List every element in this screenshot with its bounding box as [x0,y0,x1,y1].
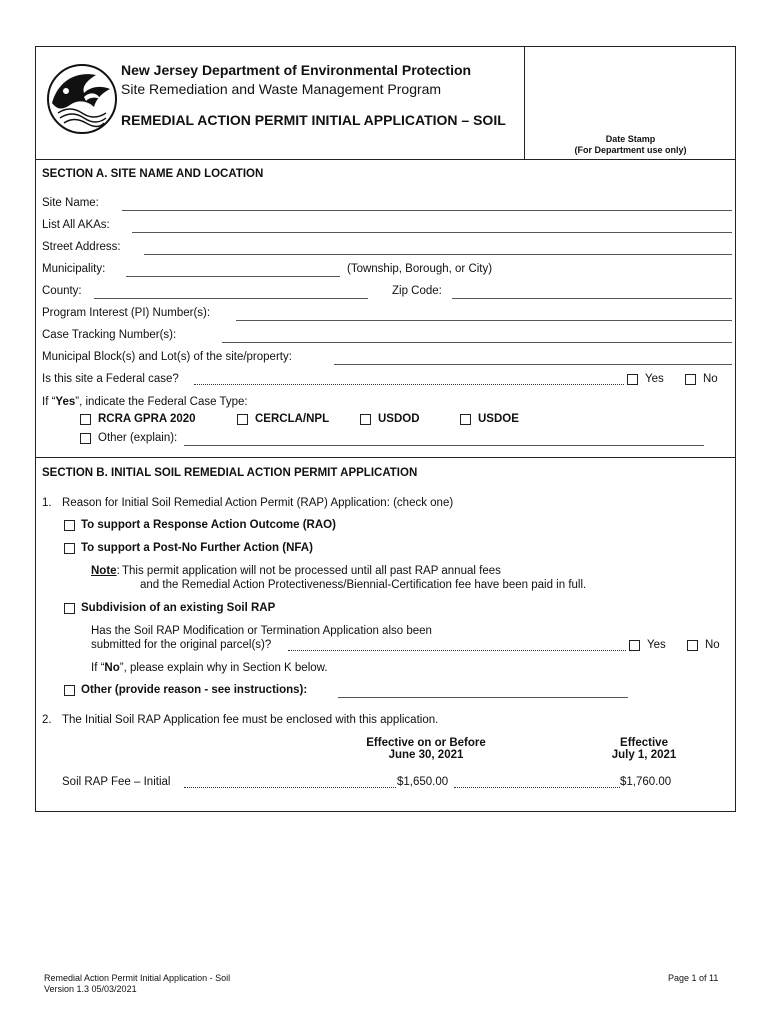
street-address-field[interactable] [144,254,732,255]
section-a [36,159,735,458]
subdivision-option-label: Subdivision of an existing Soil RAP [81,602,276,614]
site-name-field[interactable] [122,210,732,211]
usdoe-label: USDOE [478,413,519,425]
other-reason-label: Other (provide reason - see instructions): [81,684,308,696]
other-type-field[interactable] [184,445,704,446]
akas-label: List All AKAs: [42,219,110,231]
footer-version: Version 1.3 05/03/2021 [44,984,137,994]
zip-code-field[interactable] [452,298,732,299]
nfa-option-label: To support a Post-No Further Action (NFA) [81,542,313,554]
cercla-npl-checkbox[interactable] [237,414,248,425]
question-2-number: 2. [42,714,52,726]
leader-dots [288,650,626,651]
subdivision-no-label: No [705,639,720,651]
section-a-title: SECTION A. SITE NAME AND LOCATION [42,168,264,180]
case-tracking-field[interactable] [222,342,732,343]
fee-after-value: $1,760.00 [620,776,672,788]
date-stamp-box [524,47,736,159]
rcra-gpra-checkbox[interactable] [80,414,91,425]
cercla-npl-label: CERCLA/NPL [255,413,330,425]
footer-page-number: Page 1 of 11 [668,973,719,983]
usdod-checkbox[interactable] [360,414,371,425]
subdivision-yes-checkbox[interactable] [629,640,640,651]
pi-number-label: Program Interest (PI) Number(s): [42,307,211,319]
leader-dots [454,787,620,788]
federal-no-label: No [703,373,718,385]
federal-yes-label: Yes [645,373,664,385]
form-frame [35,46,736,812]
federal-yes-checkbox[interactable] [627,374,638,385]
footer-form-info [44,973,230,995]
fee-column-before-heading: Effective on or Before June 30, 2021 [366,737,486,761]
program-name: Site Remediation and Waste Management Program [121,81,442,97]
usdod-label: USDOD [378,413,420,425]
question-1-text: Reason for Initial Soil Remedial Action Permit (RAP) Application: (check one) [62,497,454,509]
fee-column-after-heading: Effective July 1, 2021 [611,737,677,761]
njdep-seal-icon [42,57,122,137]
question-1-number: 1. [42,497,52,509]
note-text-line-1: This permit application will not be processed until all past RAP annual fees [122,565,501,577]
other-reason-field[interactable] [338,697,628,698]
subdivision-question-line-2: submitted for the original parcel(s)? [91,639,272,651]
other-type-label: Other (explain): [98,432,178,444]
note-text-line-2: and the Remedial Action Protectiveness/Biennial-Certification fee have been paid in full. [140,579,587,591]
county-field[interactable] [94,298,368,299]
rao-option-label: To support a Response Action Outcome (RAO) [81,519,336,531]
section-b-title: SECTION B. INITIAL SOIL REMEDIAL ACTION PERMIT APPLICATION [42,467,418,479]
case-tracking-label: Case Tracking Number(s): [42,329,177,341]
leader-dots [184,787,396,788]
other-type-checkbox[interactable] [80,433,91,444]
rcra-gpra-label: RCRA GPRA 2020 [98,413,196,425]
site-name-label: Site Name: [42,197,99,209]
footer-form-name: Remedial Action Permit Initial Application - Soil [44,973,231,983]
akas-field[interactable] [132,232,732,233]
date-stamp-label: Date Stamp (For Department use only) [574,134,687,155]
other-reason-checkbox[interactable] [64,685,75,696]
rao-checkbox[interactable] [64,520,75,531]
section-b [36,457,735,811]
block-lot-field[interactable] [334,364,732,365]
county-label: County: [42,285,82,297]
municipality-label: Municipality: [42,263,106,275]
subdivision-no-checkbox[interactable] [687,640,698,651]
subdivision-yes-label: Yes [647,639,666,651]
leader-dots [194,384,624,385]
subdivision-checkbox[interactable] [64,603,75,614]
zip-code-label: Zip Code: [392,285,442,297]
fee-label: Soil RAP Fee – Initial [62,776,171,788]
municipality-hint: (Township, Borough, or City) [347,263,493,275]
note-label: Note: [91,565,120,577]
form-header [36,47,735,160]
street-address-label: Street Address: [42,241,121,253]
federal-type-instruction: If “Yes”, indicate the Federal Case Type: [42,396,248,408]
federal-case-question: Is this site a Federal case? [42,373,179,385]
department-name: New Jersey Department of Environmental Protection [121,62,472,78]
pi-number-field[interactable] [236,320,732,321]
block-lot-label: Municipal Block(s) and Lot(s) of the site/property: [42,351,292,363]
fee-before-value: $1,650.00 [397,776,449,788]
nfa-checkbox[interactable] [64,543,75,554]
usdoe-checkbox[interactable] [460,414,471,425]
federal-no-checkbox[interactable] [685,374,696,385]
if-no-instruction: If “No”, please explain why in Section K below. [91,662,328,674]
question-2-text: The Initial Soil RAP Application fee must be enclosed with this application. [62,714,439,726]
municipality-field[interactable] [126,276,340,277]
subdivision-question-line-1: Has the Soil RAP Modification or Termination Application also been [91,625,432,637]
form-title: REMEDIAL ACTION PERMIT INITIAL APPLICATION – SOIL [121,112,506,128]
